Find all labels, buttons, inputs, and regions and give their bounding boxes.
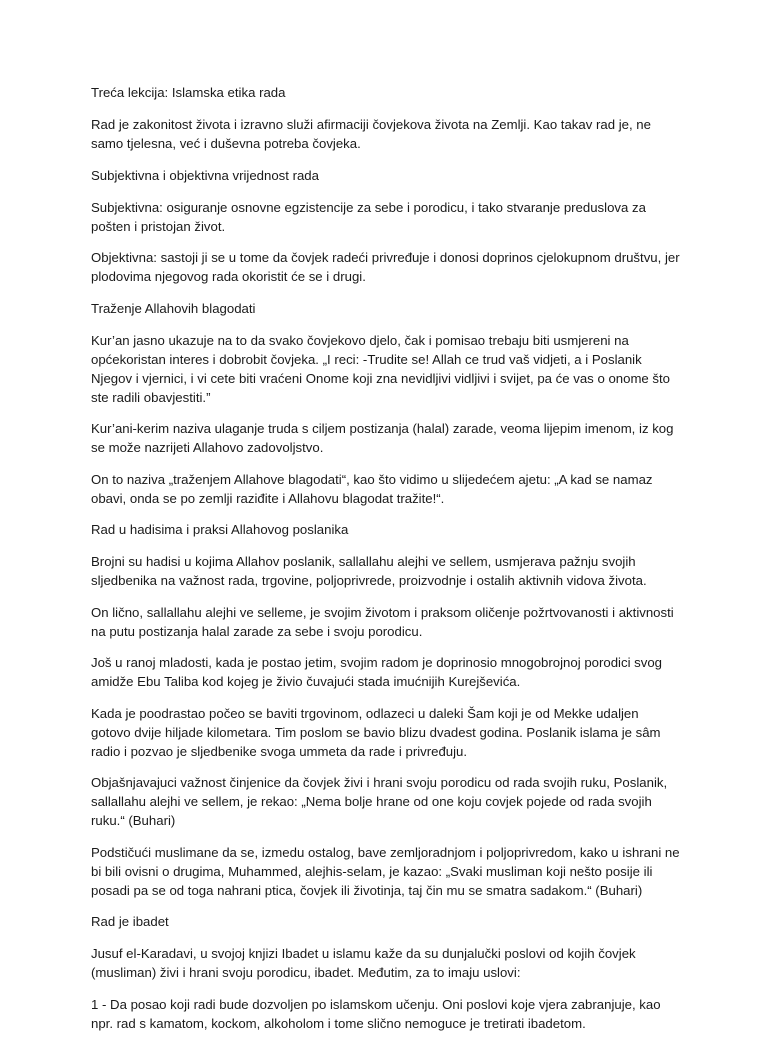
- own-hands-paragraph: Objašnjavajuci važnost činjenice da čovjek živi i hrani svoju porodicu od rada svojih ruku, Poslanik, sallallahu alejhi ve sellem, je rekao: „Nema bolje hrane od one koju covjek pojede od rada svojih ruku.“ (Buhari): [91, 775, 668, 828]
- youth-paragraph: Još u ranoj mladosti, kada je postao jetim, svojim radom je doprinosio mnogobrojnoj porodici svog amidže Ebu Taliba kod kojeg je živio čuvajući stada imućnijih Kurejševića.: [91, 655, 663, 689]
- hadith-paragraph: Brojni su hadisi u kojima Allahov poslanik, sallallahu alejhi ve sellem, usmjerava pažnju svojih sljedbenika na važnost rada, trgovine, poljoprivrede, proizvodnje i ostalih aktivnih vidova života.: [91, 554, 647, 588]
- lesson-title: Treća lekcija: Islamska etika rada: [91, 85, 286, 100]
- section-heading-value: Subjektivna i objektivna vrijednost rada: [91, 167, 319, 183]
- intro-paragraph: Rad je zakonitost života i izravno služi afirmaciji čovjekova života na Zemlji. Kao takav rad je, ne samo tjelesna, već i duševna potreba čovjeka.: [91, 117, 651, 151]
- section-heading-blessings: Traženje Allahovih blagodati: [91, 300, 256, 316]
- trade-paragraph: Kada je poodrastao počeo se baviti trgovinom, odlazeci u daleki Šam koji je od Mekke udaljen gotovo dvije hiljade kilometara. Tim poslom se bavio blizu dvadest godina. Poslanik islama je sâm radio i pozvao je sljedbenike svoga ummeta da rade i privređuju.: [91, 705, 661, 759]
- agriculture-paragraph: Podstičući muslimane da se, izmedu ostalog, bave zemljoradnjom i poljoprivredom, kako u ishrani ne bi bili ovisni o drugima, Muhammed, alejhis-selam, je kazao: „Svaki musliman koji nešto posije ili posadi pa se od toga nahrani ptica, čovjek ili životinja, taj čin mu se smatra sadakom.“ (Buhari): [91, 844, 680, 898]
- ayah-paragraph: On to naziva „traženjem Allahove blagodati“, kao što vidimo u slijedećem ajetu: „A kad se namaz obavi, onda se po zemlji raziđite i Allahovu blagodat tražite!“.: [91, 471, 653, 506]
- document-page: [91, 83, 681, 1045]
- quran-kerim-paragraph: Kur’ani-kerim naziva ulaganje truda s ciljem postizanja (halal) zarade, veoma lijepim imenom, iz kog se može nazrijeti Allahovo zadovoljstvo.: [91, 421, 674, 455]
- section-heading-hadith: Rad u hadisima i praksi Allahovog poslanika: [91, 522, 349, 537]
- quran-paragraph: Kur’an jasno ukazuje na to da svako čovjekovo djelo, čak i pomisao trebaju biti usmjereni na općekoristan interes i dobrobit čovjeka. „I reci: -Trudite se! Allah ce trud vaš vidjeti, a i Poslanik Njegov i vjernici, i vi cete biti vraćeni Onome koji zna nevidljivi vidljivi i svijet, pa će vas o onome što ste radili obavjestiti.”: [91, 332, 671, 405]
- karadavi-paragraph: Jusuf el-Karadavi, u svojoj knjizi Ibadet u islamu kaže da su dunjalučki poslovi od kojih čovjek (musliman) živi i hrani svoju porodicu, ibadet. Međutim, za to imaju uslovi:: [91, 946, 636, 980]
- section-heading-ibadah: Rad je ibadet: [91, 914, 169, 929]
- prophet-example-paragraph: On lično, sallallahu alejhi ve selleme, je svojim životom i praksom oličenje požrtvovanosti i aktivnosti na putu postizanja halal zarade za sebe i svoju porodicu.: [91, 604, 674, 639]
- subjective-paragraph: Subjektivna: osiguranje osnovne egzistencije za sebe i porodicu, i tako stvaranje preduslova za pošten i pristojan život.: [91, 199, 646, 234]
- condition-one-paragraph: 1 - Da posao koji radi bude dozvoljen po islamskom učenju. Oni poslovi koje vjera zabranjuje, kao npr. rad s kamatom, kockom, alkoholom i tome slično nemoguce je tretirati ibadetom.: [91, 996, 661, 1031]
- objective-paragraph: Objektivna: sastoji ji se u tome da čovjek radeći privređuje i donosi doprinos cjelokupnom društvu, jer plodovima njegovog rada okoristit će se i drugi.: [91, 250, 680, 284]
